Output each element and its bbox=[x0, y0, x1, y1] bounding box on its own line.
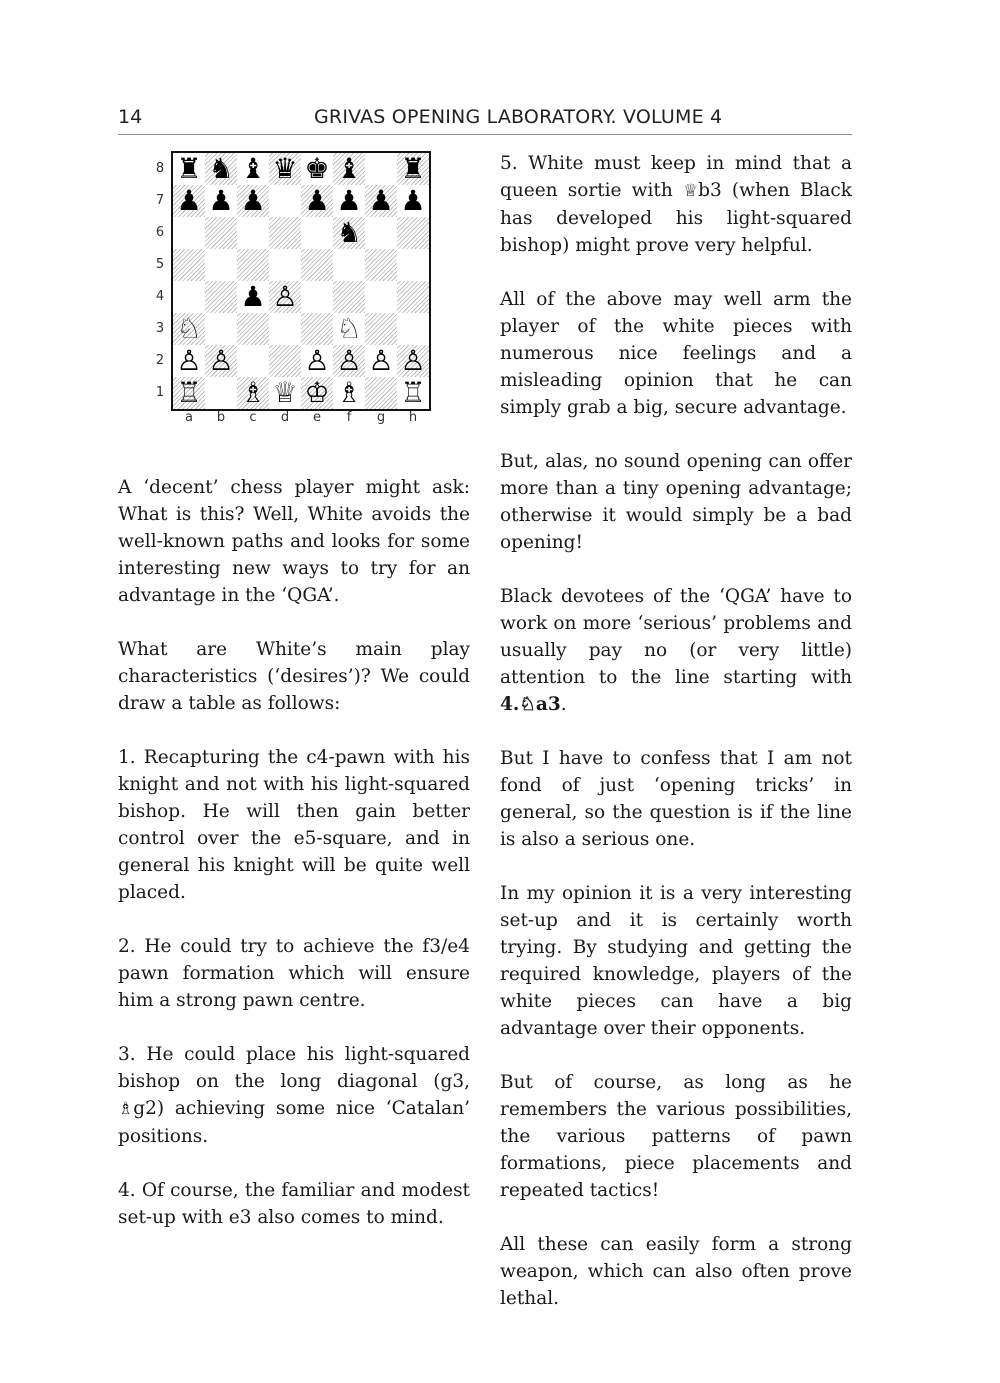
square-h6 bbox=[397, 217, 429, 249]
black-rook-icon: ♜ bbox=[176, 152, 202, 185]
square-h2 bbox=[397, 345, 429, 377]
square-f4 bbox=[333, 281, 365, 313]
square-f5 bbox=[333, 249, 365, 281]
white-knight-icon: ♘ bbox=[336, 312, 362, 345]
paragraph: 2. He could try to achieve the f3/e4 pawn formation which will ensure him a strong pawn centre. bbox=[118, 936, 470, 1011]
paragraph: But, alas, no sound opening can offer more than a tiny opening advantage; otherwise it would simply be a bad opening! bbox=[500, 451, 852, 553]
white-rook-icon: ♖ bbox=[176, 376, 202, 409]
paragraph bbox=[118, 1041, 470, 1150]
white-bishop-icon: ♗ bbox=[240, 376, 266, 409]
paragraph: All these can easily form a strong weapon, which can also often prove lethal. bbox=[500, 1234, 852, 1309]
rank-label: 2 bbox=[155, 353, 165, 368]
page-header bbox=[118, 104, 852, 135]
rank-label: 3 bbox=[155, 321, 165, 336]
square-h4 bbox=[397, 281, 429, 313]
black-pawn-icon: ♟ bbox=[368, 184, 394, 217]
white-bishop-icon: ♗ bbox=[336, 376, 362, 409]
page-number: 14 bbox=[118, 106, 143, 128]
black-rook-icon: ♜ bbox=[400, 152, 426, 185]
square-g1 bbox=[365, 377, 397, 409]
black-pawn-icon: ♟ bbox=[240, 280, 266, 313]
black-pawn-icon: ♟ bbox=[400, 184, 426, 217]
square-h7 bbox=[397, 185, 429, 217]
file-label: e bbox=[313, 410, 321, 425]
square-e3 bbox=[301, 313, 333, 345]
black-bishop-icon: ♝ bbox=[240, 152, 266, 185]
black-knight-icon: ♞ bbox=[336, 216, 362, 249]
black-pawn-icon: ♟ bbox=[176, 184, 202, 217]
square-f8 bbox=[333, 153, 365, 185]
square-g5 bbox=[365, 249, 397, 281]
file-label: f bbox=[346, 410, 352, 425]
black-bishop-icon: ♝ bbox=[336, 152, 362, 185]
square-g7 bbox=[365, 185, 397, 217]
chess-diagram bbox=[145, 150, 445, 435]
square-b3 bbox=[205, 313, 237, 345]
square-h5 bbox=[397, 249, 429, 281]
file-label: b bbox=[216, 410, 226, 425]
square-d8 bbox=[269, 153, 301, 185]
paragraph-text: Black devotees of the ‘QGA’ have to work on more ‘serious’ problems and usually pay no (or very little) attention to the line starting with bbox=[500, 586, 852, 688]
square-b1 bbox=[205, 377, 237, 409]
bishop-figurine-icon: ♗ bbox=[118, 1099, 134, 1119]
square-c6 bbox=[237, 217, 269, 249]
square-a5 bbox=[173, 249, 205, 281]
square-b6 bbox=[205, 217, 237, 249]
file-label: c bbox=[249, 410, 257, 425]
square-f2 bbox=[333, 345, 365, 377]
square-e1 bbox=[301, 377, 333, 409]
paragraph: But of course, as long as he remembers the various possibilities, the various patterns of pawn formations, piece placements and repeated tactics! bbox=[500, 1072, 852, 1201]
queen-figurine-icon: ♕ bbox=[682, 181, 699, 201]
paragraph: 4. Of course, the familiar and modest set-up with e3 also comes to mind. bbox=[118, 1180, 470, 1228]
running-title: GRIVAS OPENING LABORATORY. VOLUME 4 bbox=[314, 106, 723, 128]
square-c1 bbox=[237, 377, 269, 409]
square-c3 bbox=[237, 313, 269, 345]
square-d3 bbox=[269, 313, 301, 345]
paragraph-text: 5. White must keep in mind that a queen sortie with bbox=[500, 153, 852, 201]
square-h1 bbox=[397, 377, 429, 409]
file-label: h bbox=[408, 410, 418, 425]
black-pawn-icon: ♟ bbox=[208, 184, 234, 217]
square-b5 bbox=[205, 249, 237, 281]
square-a1 bbox=[173, 377, 205, 409]
file-label: d bbox=[280, 410, 290, 425]
square-a2 bbox=[173, 345, 205, 377]
square-b8 bbox=[205, 153, 237, 185]
white-rook-icon: ♖ bbox=[400, 376, 426, 409]
black-king-icon: ♚ bbox=[304, 152, 330, 185]
rank-label: 6 bbox=[155, 225, 165, 240]
left-column bbox=[118, 474, 470, 1231]
rank-label: 4 bbox=[155, 289, 165, 304]
right-column bbox=[500, 150, 852, 1312]
square-g8 bbox=[365, 153, 397, 185]
rank-labels bbox=[153, 151, 167, 407]
square-a6 bbox=[173, 217, 205, 249]
square-c8 bbox=[237, 153, 269, 185]
paragraph: A ‘decent’ chess player might ask: What is this? Well, White avoids the well-known paths and looks for some interesting new ways to try for an advantage in the ‘QGA’. bbox=[118, 477, 470, 606]
square-f3 bbox=[333, 313, 365, 345]
square-a3 bbox=[173, 313, 205, 345]
paragraph: What are White’s main play characteristics (‘desires’)? We could draw a table as follows: bbox=[118, 639, 470, 714]
square-d5 bbox=[269, 249, 301, 281]
white-pawn-icon: ♙ bbox=[368, 344, 394, 377]
black-pawn-icon: ♟ bbox=[240, 184, 266, 217]
white-king-icon: ♔ bbox=[304, 376, 330, 409]
square-f1 bbox=[333, 377, 365, 409]
paragraph-text: g2) achieving some nice ‘Catalan’ positions. bbox=[118, 1098, 470, 1147]
square-g3 bbox=[365, 313, 397, 345]
rank-label: 5 bbox=[155, 257, 165, 272]
paragraph: In my opinion it is a very interesting set-up and it is certainly worth trying. By studying and getting the required knowledge, players of the white pieces can have a big advantage over their opponents. bbox=[500, 883, 852, 1039]
square-a8 bbox=[173, 153, 205, 185]
square-e7 bbox=[301, 185, 333, 217]
square-c4 bbox=[237, 281, 269, 313]
paragraph-text: . bbox=[560, 694, 567, 715]
black-pawn-icon: ♟ bbox=[304, 184, 330, 217]
paragraph bbox=[500, 150, 852, 259]
square-e4 bbox=[301, 281, 333, 313]
paragraph: All of the above may well arm the player of the white pieces with numerous nice feelings and a misleading opinion that he can simply grab a big, secure advantage. bbox=[500, 289, 852, 418]
square-e2 bbox=[301, 345, 333, 377]
rank-label: 7 bbox=[155, 193, 165, 208]
square-c5 bbox=[237, 249, 269, 281]
white-pawn-icon: ♙ bbox=[400, 344, 426, 377]
paragraph-text: 3. He could place his light-squared bishop on the long diagonal (g3, bbox=[118, 1044, 470, 1092]
square-h3 bbox=[397, 313, 429, 345]
white-pawn-icon: ♙ bbox=[304, 344, 330, 377]
square-d4 bbox=[269, 281, 301, 313]
square-g6 bbox=[365, 217, 397, 249]
square-h8 bbox=[397, 153, 429, 185]
square-e8 bbox=[301, 153, 333, 185]
white-knight-icon: ♘ bbox=[176, 312, 202, 345]
file-labels bbox=[173, 408, 429, 428]
white-pawn-icon: ♙ bbox=[208, 344, 234, 377]
paragraph: But I have to confess that I am not fond of just ‘opening tricks’ in general, so the question is if the line is also a serious one. bbox=[500, 748, 852, 850]
white-pawn-icon: ♙ bbox=[272, 280, 298, 313]
square-a7 bbox=[173, 185, 205, 217]
square-a4 bbox=[173, 281, 205, 313]
square-d2 bbox=[269, 345, 301, 377]
paragraph bbox=[500, 583, 852, 718]
square-b2 bbox=[205, 345, 237, 377]
square-b4 bbox=[205, 281, 237, 313]
square-d7 bbox=[269, 185, 301, 217]
square-e6 bbox=[301, 217, 333, 249]
paragraph: 1. Recapturing the c4-pawn with his knight and not with his light-squared bishop. He will then gain better control over the e5-square, and in general his knight will be quite well placed. bbox=[118, 747, 470, 903]
black-knight-icon: ♞ bbox=[208, 152, 234, 185]
chess-move: 4.♘a3 bbox=[500, 694, 561, 715]
square-c2 bbox=[237, 345, 269, 377]
rank-label: 8 bbox=[155, 161, 165, 176]
paragraph-text: b3 (when Black has developed his light-squared bishop) might prove very helpful. bbox=[500, 180, 852, 256]
white-pawn-icon: ♙ bbox=[176, 344, 202, 377]
white-pawn-icon: ♙ bbox=[336, 344, 362, 377]
square-b7 bbox=[205, 185, 237, 217]
rank-label: 1 bbox=[155, 385, 165, 400]
square-d6 bbox=[269, 217, 301, 249]
file-label: a bbox=[185, 410, 193, 425]
square-g4 bbox=[365, 281, 397, 313]
square-g2 bbox=[365, 345, 397, 377]
white-queen-icon: ♕ bbox=[272, 376, 298, 409]
square-e5 bbox=[301, 249, 333, 281]
square-f6 bbox=[333, 217, 365, 249]
chess-board bbox=[171, 151, 431, 411]
square-d1 bbox=[269, 377, 301, 409]
square-c7 bbox=[237, 185, 269, 217]
black-pawn-icon: ♟ bbox=[336, 184, 362, 217]
file-label: g bbox=[376, 410, 386, 425]
square-f7 bbox=[333, 185, 365, 217]
black-queen-icon: ♛ bbox=[272, 152, 298, 185]
